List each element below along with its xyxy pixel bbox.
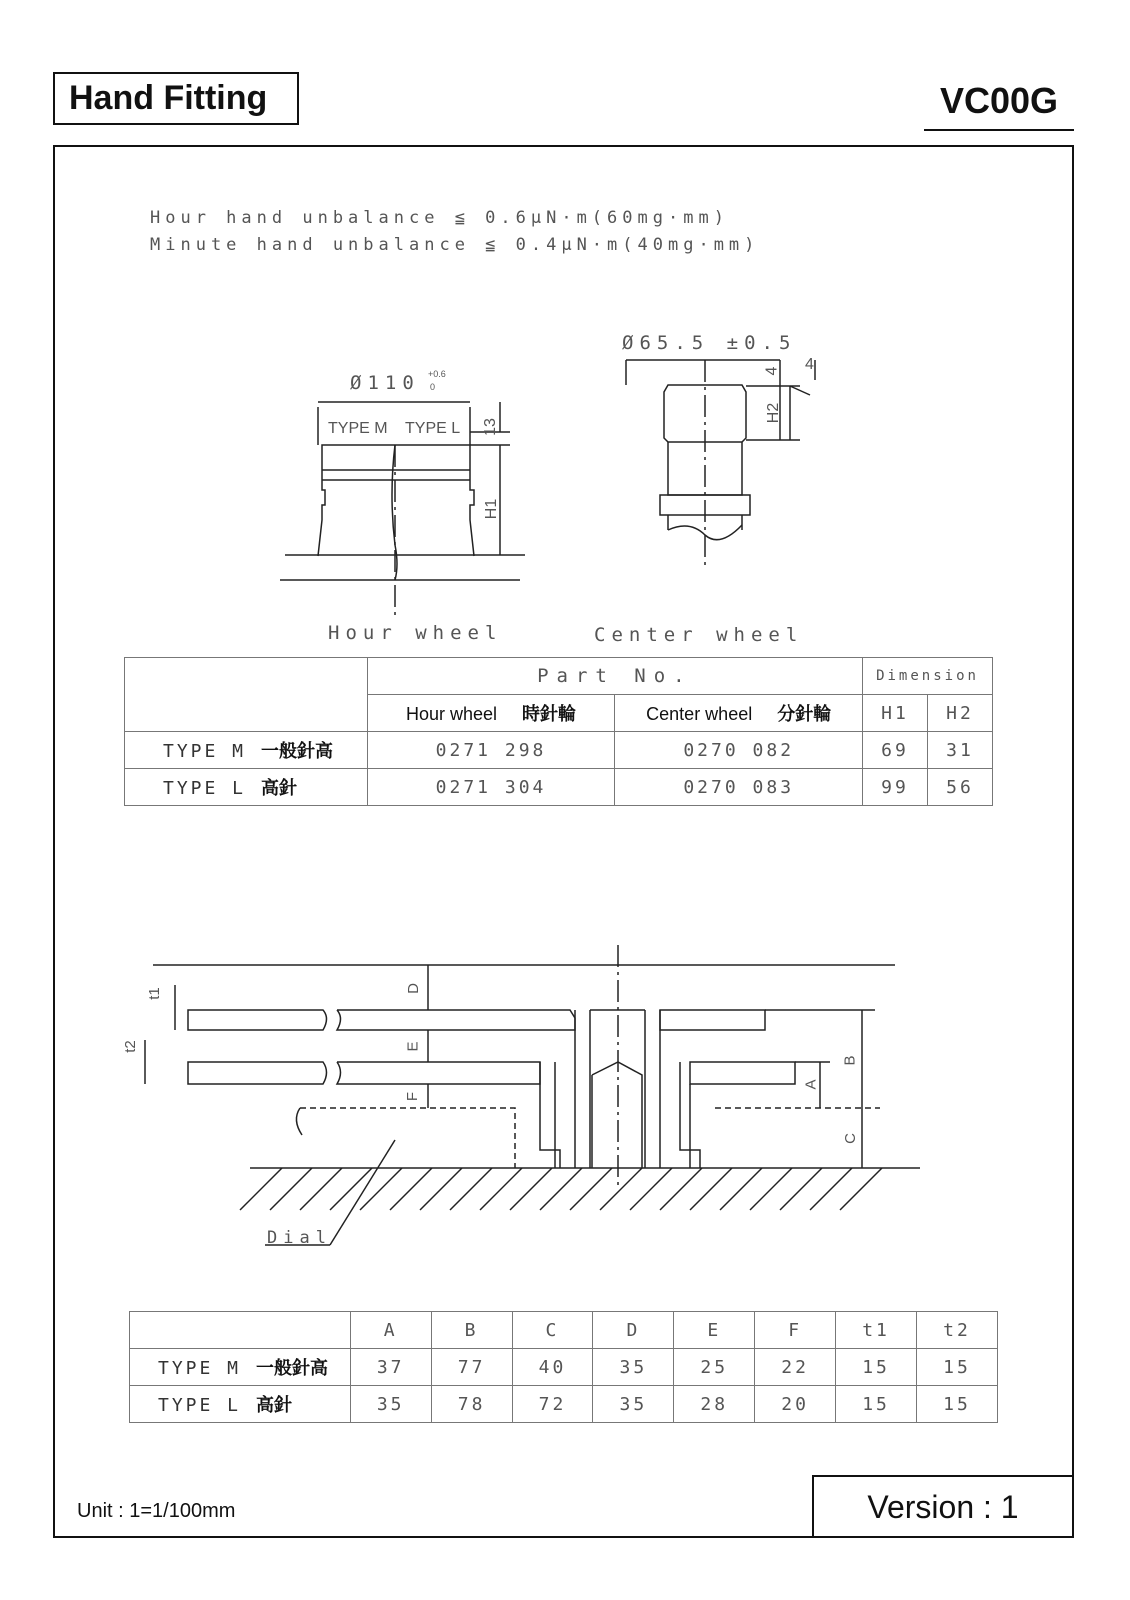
dim-e-label: E: [404, 1041, 422, 1052]
table-row: [125, 732, 993, 769]
dim-t1-label: t1: [145, 987, 163, 1000]
center-part-no: 0270 082: [615, 732, 863, 769]
part-number-table: [124, 657, 993, 806]
cell-c: 40: [512, 1349, 593, 1386]
hour-wheel-outline: [318, 445, 474, 556]
cell-f: 20: [755, 1386, 836, 1423]
dim-4b-label: 4: [805, 356, 814, 373]
hour-wheel-header: Hour wheel: [405, 704, 498, 724]
hour-dia-tol-upper: +0.6: [428, 369, 446, 379]
cell-a: 37: [350, 1349, 431, 1386]
cell-e: 25: [674, 1349, 755, 1386]
hour-dia-label: Ø110: [350, 372, 420, 394]
type-jp-label: 一般針高: [256, 1358, 329, 1378]
cell-t1: 15: [836, 1349, 917, 1386]
cell-d: 35: [593, 1349, 674, 1386]
hour-part-no: 0271 298: [367, 732, 615, 769]
dim-a-label: A: [802, 1079, 820, 1090]
dim-b-label: B: [841, 1055, 859, 1066]
h2-header: H2: [928, 695, 993, 732]
col-header: t2: [916, 1312, 997, 1349]
center-wheel-header: Center wheel: [646, 704, 753, 724]
type-jp-label: 高針: [261, 778, 298, 798]
dim-h1-label: H1: [483, 498, 501, 520]
col-header: B: [431, 1312, 512, 1349]
hour-wheel-header-jp: 時針輪: [522, 704, 577, 724]
cell-f: 22: [755, 1349, 836, 1386]
h1-value: 69: [863, 732, 928, 769]
dial-label: Dial: [267, 1228, 332, 1248]
dimension-header: Dimension: [863, 658, 993, 695]
cell-t2: 15: [916, 1349, 997, 1386]
center-wheel-caption: Center wheel: [594, 624, 804, 646]
type-l-label: TYPE L: [405, 420, 461, 437]
version-label: Version : 1: [812, 1475, 1074, 1538]
dim-f-label: F: [404, 1091, 422, 1102]
page-title: Hand Fitting: [53, 72, 299, 125]
center-dia-label: Ø65.5 ±0.5: [622, 332, 797, 354]
dim-h2-label: H2: [765, 402, 783, 424]
note-hour-unbalance: Hour hand unbalance ≦ 0.6μN·m(60mg·mm): [150, 208, 729, 228]
dim-c-label: C: [841, 1133, 859, 1144]
dim-13-label: 13: [481, 418, 499, 436]
type-label: TYPE M: [163, 741, 247, 762]
model-code: VC00G: [940, 80, 1059, 121]
h2-value: 31: [928, 732, 993, 769]
cell-a: 35: [350, 1386, 431, 1423]
center-wheel-header-jp: 分針輪: [777, 704, 832, 724]
cell-c: 72: [512, 1386, 593, 1423]
cell-d: 35: [593, 1386, 674, 1423]
col-header: C: [512, 1312, 593, 1349]
hour-wheel-caption: Hour wheel: [328, 622, 503, 644]
unit-note: Unit : 1=1/100mm: [77, 1500, 236, 1522]
minute-hand: [188, 1010, 327, 1030]
hour-hand: [188, 1062, 327, 1084]
type-label: TYPE M: [158, 1358, 242, 1379]
col-header: F: [755, 1312, 836, 1349]
part-no-header: Part No.: [367, 658, 862, 695]
table-row: [130, 1386, 998, 1423]
table-row: [130, 1349, 998, 1386]
hour-dia-tol-lower: 0: [430, 382, 436, 392]
cell-t1: 15: [836, 1386, 917, 1423]
dial-hatch: [240, 1168, 882, 1210]
type-jp-label: 高針: [256, 1395, 293, 1415]
table-row: [125, 769, 993, 806]
dim-d-label: D: [404, 983, 422, 994]
dim-4a-label: 4: [763, 366, 781, 376]
cell-e: 28: [674, 1386, 755, 1423]
col-header: E: [674, 1312, 755, 1349]
cell-t2: 15: [916, 1386, 997, 1423]
type-jp-label: 一般針高: [261, 741, 334, 761]
type-label: TYPE L: [163, 778, 247, 799]
h1-header: H1: [863, 695, 928, 732]
col-header: D: [593, 1312, 674, 1349]
dim-t2-label: t2: [121, 1040, 139, 1053]
cell-b: 78: [431, 1386, 512, 1423]
hour-part-no: 0271 304: [367, 769, 615, 806]
cell-b: 77: [431, 1349, 512, 1386]
type-m-label: TYPE M: [328, 420, 388, 437]
h1-value: 99: [863, 769, 928, 806]
col-header: A: [350, 1312, 431, 1349]
type-label: TYPE L: [158, 1395, 242, 1416]
col-header: t1: [836, 1312, 917, 1349]
center-part-no: 0270 083: [615, 769, 863, 806]
note-minute-unbalance: Minute hand unbalance ≦ 0.4μN·m(40mg·mm): [150, 235, 760, 255]
h2-value: 56: [928, 769, 993, 806]
hand-height-table: [129, 1311, 998, 1423]
